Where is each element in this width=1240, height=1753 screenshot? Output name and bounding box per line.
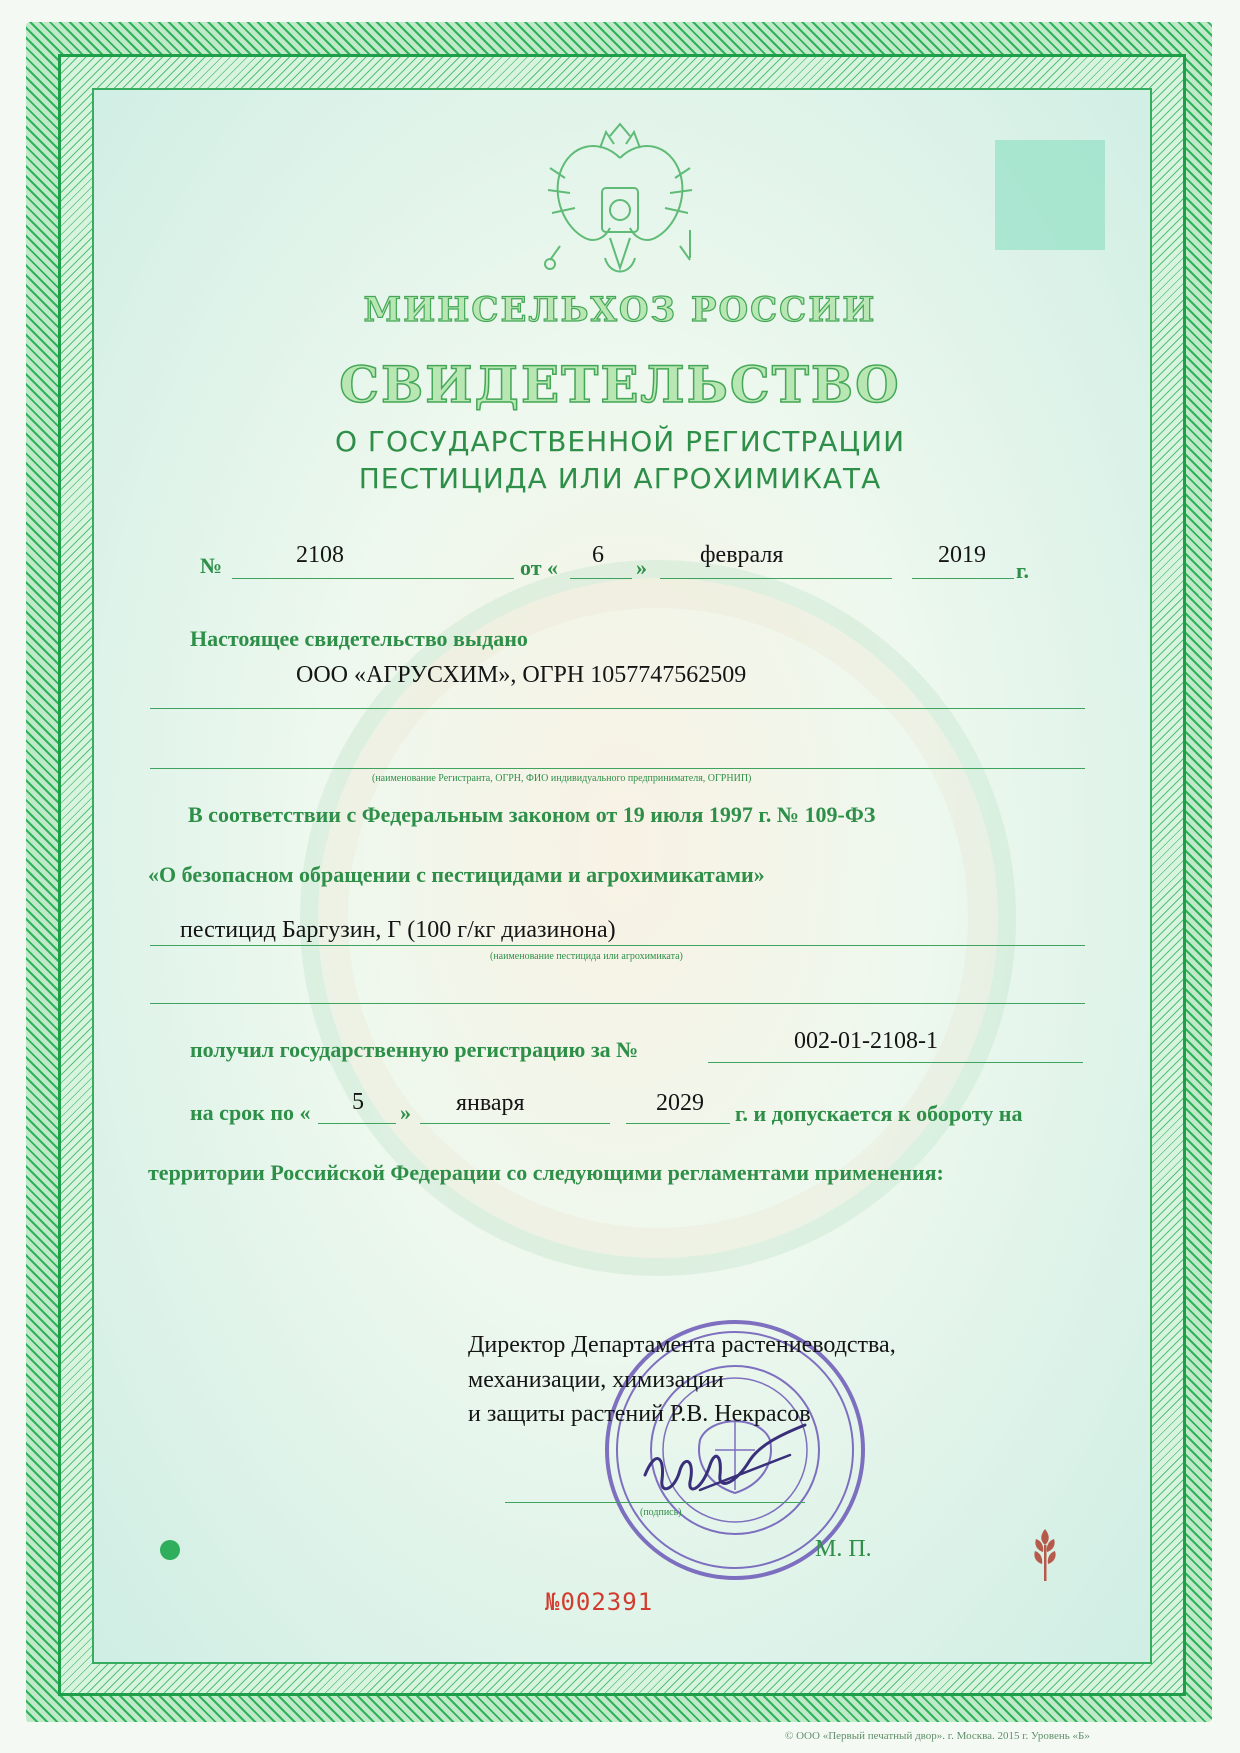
registration-underline xyxy=(708,1062,1083,1063)
issue-month: февраля xyxy=(700,542,784,568)
subtitle-line-1: О ГОСУДАРСТВЕННОЙ РЕГИСТРАЦИИ xyxy=(334,425,906,458)
issued-to-label: Настоящее свидетельство выдано xyxy=(190,626,528,651)
coat-of-arms-icon xyxy=(540,118,700,288)
subtitle-line-2: ПЕСТИЦИДА ИЛИ АГРОХИМИКАТА xyxy=(358,462,882,495)
number-label: № xyxy=(200,553,223,578)
hologram-square xyxy=(995,140,1105,250)
signatory-line-2: механизации, химизации xyxy=(468,1367,724,1393)
signatory-line-1: Директор Департамента растениеводства, xyxy=(468,1332,896,1358)
registration-number: 002-01-2108-1 xyxy=(794,1028,938,1054)
term-year-underline xyxy=(626,1123,730,1124)
document-title: СВИДЕТЕЛЬСТВО xyxy=(339,355,901,414)
signature-mark xyxy=(640,1420,810,1510)
month-underline xyxy=(660,578,892,579)
security-dot-icon xyxy=(160,1540,180,1560)
signatory-line-3: и защиты растений Р.В. Некрасов xyxy=(468,1401,811,1427)
law-line-1: В соответствии с Федеральным законом от 19 июля 1997 г. № 109-ФЗ xyxy=(188,802,876,827)
day-quote-close: » xyxy=(636,555,647,580)
issue-year: 2019 xyxy=(938,542,986,568)
year-underline xyxy=(912,578,1014,579)
registration-label: получил государственную регистрацию за № xyxy=(190,1037,639,1062)
term-quote-close: » xyxy=(400,1100,411,1125)
registrant-underline-1 xyxy=(150,708,1085,709)
registrant-note: (наименование Регистранта, ОГРН, ФИО индивидуального предпринимателя, ОГРНИП) xyxy=(372,773,752,784)
pesticide-note: (наименование пестицида или агрохимиката) xyxy=(490,951,683,962)
issue-day: 6 xyxy=(592,542,604,568)
date-from-label: от « xyxy=(520,555,559,580)
ministry-name: МИНСЕЛЬХОЗ РОССИИ xyxy=(363,290,877,330)
signature-note: (подпись) xyxy=(640,1507,682,1518)
registrant-name: ООО «АГРУСХИМ», ОГРН 1057747562509 xyxy=(296,662,747,688)
stamp-place-label: М. П. xyxy=(815,1536,872,1562)
pesticide-underline-1 xyxy=(150,945,1085,946)
term-month: января xyxy=(456,1090,525,1116)
number-underline xyxy=(232,578,514,579)
form-serial-number: №002391 xyxy=(545,1588,654,1616)
wheat-icon xyxy=(1028,1525,1062,1583)
law-line-2: «О безопасном обращении с пестицидами и агрохимикатами» xyxy=(148,862,765,887)
pesticide-name: пестицид Баргузин, Г (100 г/кг диазинона) xyxy=(180,917,616,943)
term-year: 2029 xyxy=(656,1090,704,1116)
certificate-number: 2108 xyxy=(296,542,344,568)
term-label: на срок по « xyxy=(190,1100,311,1125)
term-month-underline xyxy=(420,1123,610,1124)
term-day: 5 xyxy=(352,1089,364,1115)
year-suffix: г. xyxy=(1016,558,1030,583)
pesticide-underline-2 xyxy=(150,1003,1085,1004)
term-tail: г. и допускается к обороту на xyxy=(735,1101,1023,1126)
day-underline xyxy=(570,578,632,579)
term-day-underline xyxy=(318,1123,396,1124)
term-line-2: территории Российской Федерации со следующими регламентами применения: xyxy=(148,1160,944,1185)
registrant-underline-2 xyxy=(150,768,1085,769)
printer-footer: © ООО «Первый печатный двор». г. Москва. 2015 г. Уровень «Б» xyxy=(785,1730,1090,1742)
